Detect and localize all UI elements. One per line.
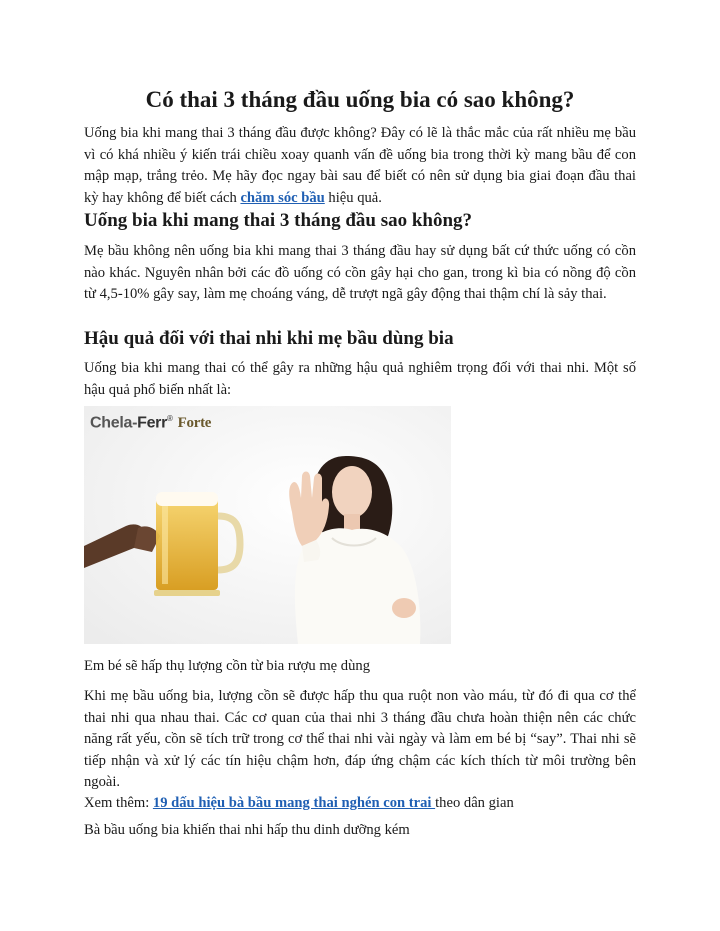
section1-body-wrap: [84, 241, 636, 306]
last-line-wrap: [84, 820, 636, 842]
intro-text-end: hiệu quả.: [324, 189, 382, 206]
pregnant-woman-refusing-beer-image: [84, 406, 451, 644]
intro-paragraph: [84, 123, 636, 209]
dau-hieu-con-trai-link[interactable]: 19 dấu hiệu bà bầu mang thai nghén con trai: [152, 795, 436, 811]
logo-text-2: Ferr: [137, 414, 168, 432]
chela-ferr-forte-logo: [90, 414, 211, 432]
last-line: Bà bầu uống bia khiến thai nhi hấp thu dinh dưỡng kém: [84, 822, 410, 838]
section2-heading: Hậu quả đối với thai nhi khi mẹ bầu dùng bia: [84, 328, 454, 349]
intro-text: Uống bia khi mang thai 3 tháng đầu được không? Đây có lẽ là thắc mắc của rất nhiều mẹ bầu vì có khá nhiều ý kiến trái chiều xoay quanh vấn đề uống bia trong thời kỳ mang bầu để con mập mạp, trắng trẻo. Mẹ hãy đọc ngay bài sau để biết có nên sử dụng bia giai đoạn đầu thai kỳ hay không để biết cách: [84, 125, 636, 206]
section2-body-wrap: [84, 358, 636, 401]
see-more-suffix: theo dân gian: [435, 795, 514, 811]
logo-registered-mark: ®: [167, 414, 173, 423]
caption-wrap: [84, 656, 636, 678]
section1-body: Mẹ bầu không nên uống bia khi mang thai 3 tháng đầu hay sử dụng bất cứ thức uống có cồn nào khác. Nguyên nhân bởi các đồ uống có cồn gây hại cho gan, trong kì bia có nồng độ cồn từ 4,5-10% gây say, làm mẹ choáng váng, dễ trượt ngã gây động thai thậm chí là sảy thai.: [84, 243, 636, 302]
see-more-line: [84, 793, 636, 815]
cham-soc-bau-link[interactable]: chăm sóc bầu: [240, 189, 325, 206]
logo-text-3: Forte: [177, 415, 212, 432]
see-more-prefix: Xem thêm:: [84, 795, 153, 811]
para3-wrap: [84, 686, 636, 794]
image-caption: Em bé sẽ hấp thụ lượng cồn từ bia rượu mẹ dùng: [84, 658, 370, 674]
page-title: Có thai 3 tháng đầu uống bia có sao không?: [145, 87, 575, 112]
logo-text-1: Chela-: [90, 414, 138, 432]
section2-body: Uống bia khi mang thai có thể gây ra những hậu quả nghiêm trọng đối với thai nhi. Một số hậu quả phổ biến nhất là:: [84, 360, 636, 398]
section1: [84, 209, 636, 233]
section1-heading: Uống bia khi mang thai 3 tháng đầu sao không?: [84, 210, 473, 231]
article-photo: [84, 406, 451, 644]
paragraph-3: Khi mẹ bầu uống bia, lượng cồn sẽ được hấp thu qua ruột non vào máu, từ đó đi qua cơ thể thai nhi qua nhau thai. Các cơ quan của thai nhi 3 tháng đầu chưa hoàn thiện nên các chức năng rất yếu, cồn sẽ tích trữ trong cơ thể thai nhi vài ngày và làm em bé bị “say”. Thai nhi sẽ tiếp nhận và xử lý các tín hiệu chậm hơn, đáp ứng chậm các kích thích từ môi trường bên ngoài.: [84, 688, 636, 790]
section2: [84, 327, 636, 351]
